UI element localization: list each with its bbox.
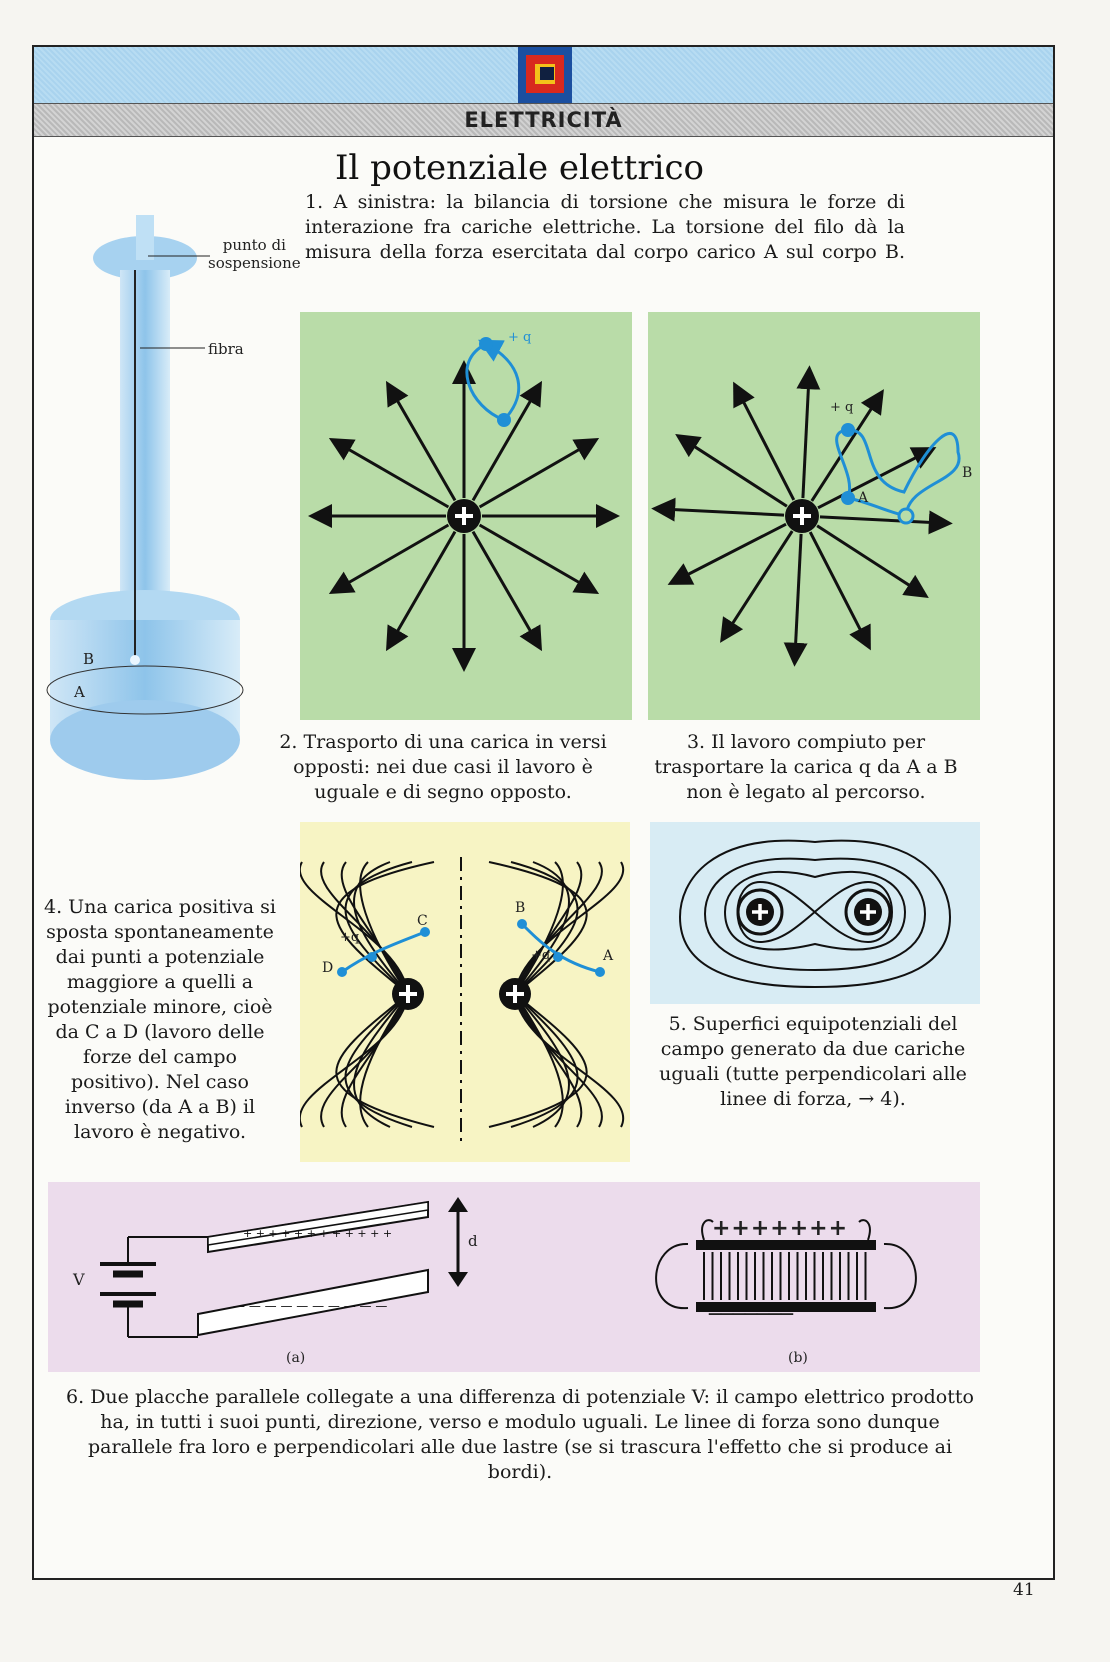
caption-3: 3. Il lavoro compiuto per trasportare la carica q da A a B non è legato al percorso. [654, 731, 958, 803]
equipotential-surfaces-diagram [650, 822, 980, 1004]
label-V: V [73, 1270, 85, 1289]
label-balance-B: B [83, 650, 95, 668]
minus-charges-row: ——————— [708, 1306, 792, 1322]
fig4-label-q-left: +q [340, 930, 360, 945]
label-punto: punto di [222, 236, 286, 254]
section-title: ELETTRICITÀ [464, 108, 623, 132]
label-sospensione: sospensione [208, 254, 301, 272]
section-band [34, 103, 1053, 137]
label-a: (a) [286, 1350, 306, 1366]
page-title: Il potenziale elettrico [335, 148, 704, 188]
caption-6: 6. Due placche parallele collegate a una differenza di potenziale V: il campo elettrico prodotto ha, in tutti i suoi punti, direzione, verso e modulo uguali. Le linee di forza sono dunque parallele fra loro e perpendicolari alle due lastre (se si trascura l'effetto che si produce ai bordi). [66, 1386, 974, 1483]
caption-4: 4. Una carica positiva si sposta spontaneamente dai punti a potenziale maggiore a quelli a potenziale minore, cioè da C a D (lavoro delle forze del campo positivo). Nel caso inverso (da A a B) il lavoro è negativo. [44, 896, 276, 1143]
fig4-label-B: B [515, 900, 526, 916]
caption-1: 1. A sinistra: la bilancia di torsione che misura le forze di interazione fra cariche elettriche. La torsione del filo dà la misura della forza esercitata dal corpo carico A sul corpo B. [305, 191, 905, 263]
fig4-label-C: C [417, 913, 428, 929]
fig3-label-q: + q [830, 400, 854, 415]
publisher-logo-icon [518, 47, 572, 103]
caption-2: 2. Trasporto di una carica in versi opposti: nei due casi il lavoro è uguale e di segno opposto. [279, 731, 607, 803]
svg-text:+ + + + + + + + + + + +: + + + + + + + + + + + + [243, 1227, 393, 1240]
fig4-label-A: A [603, 948, 614, 964]
parallel-plates-diagram [48, 1182, 980, 1372]
two-charges-field-diagram [300, 822, 630, 1162]
fig3-label-A: A [858, 490, 869, 506]
fig4-label-D: D [322, 960, 334, 976]
label-b: (b) [788, 1350, 808, 1366]
fig2-label-q: + q [508, 330, 532, 345]
caption-5: 5. Superfici equipotenziali del campo generato da due cariche uguali (tutte perpendicolari alle linee di forza, → 4). [659, 1013, 967, 1110]
plus-charges-row: +++++++ [712, 1216, 849, 1241]
svg-text:— — — — — — — — — —: — — — — — — — — — — [233, 1299, 388, 1313]
radial-field-diagram-3 [648, 312, 980, 720]
page-number: 41 [1013, 1580, 1035, 1600]
label-balance-A: A [74, 683, 85, 701]
fig4-label-q-right: +q [531, 948, 551, 963]
fig3-label-B: B [962, 465, 973, 481]
radial-field-diagram-2 [300, 312, 632, 720]
label-fibra: fibra [208, 340, 244, 358]
label-d: d [468, 1232, 478, 1250]
